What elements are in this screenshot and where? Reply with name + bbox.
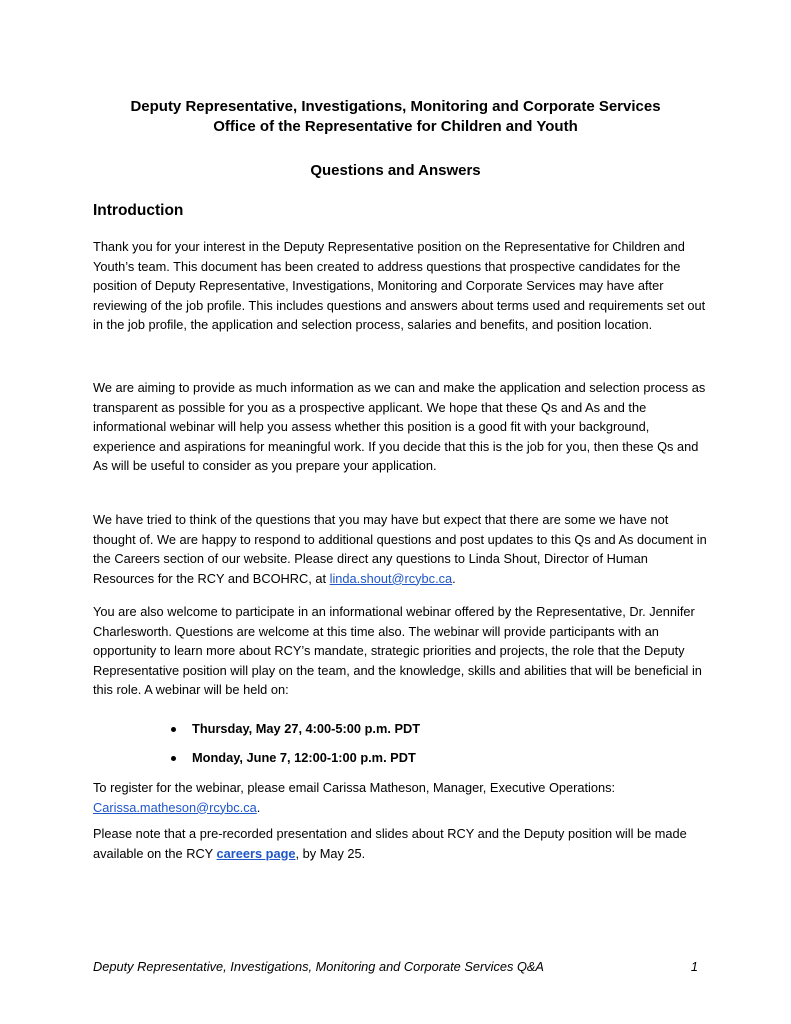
paragraph-contact — [93, 510, 708, 588]
careers-page-link[interactable]: careers page — [216, 845, 296, 861]
document-title: Deputy Representative, Investigations, Monitoring and Corporate Services — [130, 98, 661, 115]
paragraph-webinar: You are also welcome to participate in an informational webinar offered by the Representative, Dr. Jennifer Charlesworth. Questions are welcome at this time also. The webinar will provide participants with an opportunity to learn more about RCY’s mandate, strategic priorities and projects, the role that the Deputy Representative position will play on the team, and the knowledge, skills and abilities that will be beneficial in this role. A webinar will be held on: — [93, 604, 702, 697]
list-item: Monday, June 7, 12:00-1:00 p.m. PDT — [168, 748, 420, 768]
paragraph-presentation-end: , by May 25. — [295, 845, 366, 861]
page-footer — [93, 958, 698, 976]
email-link-carissa[interactable]: Carissa.matheson@rcybc.ca — [93, 799, 257, 815]
paragraph-presentation — [93, 824, 708, 863]
footer-text: Deputy Representative, Investigations, Monitoring and Corporate Services Q&A — [93, 959, 544, 974]
paragraph-register-text: To register for the webinar, please email Carissa Matheson, Manager, Executive Operations: — [93, 780, 616, 795]
document-section-title: Questions and Answers — [310, 162, 481, 179]
paragraph-intro: Thank you for your interest in the Deputy Representative position on the Representative for Children and Youth’s team. This document has been created to address questions that prospective candidates for the position of Deputy Representative, Investigations, Monitoring and Corporate Services may have after reviewing of the job profile. This includes questions and answers about terms used and requirements set out in the job profile, the application and selection process, salaries and benefits, and position location. — [93, 239, 706, 332]
paragraph-register-end: . — [256, 799, 261, 815]
email-link-linda[interactable]: linda.shout@rcybc.ca — [329, 570, 453, 586]
paragraph-contact-end: . — [452, 570, 456, 586]
paragraph-presentation-text: Please note that a pre-recorded presentation and slides about RCY and the Deputy position will be made available on the RCY — [93, 826, 687, 861]
list-item: Thursday, May 27, 4:00-5:00 p.m. PDT — [168, 719, 420, 739]
document-subtitle: Office of the Representative for Children and Youth — [213, 118, 578, 135]
paragraph-contact-text: We have tried to think of the questions that you may have but expect that there are some we have not thought of. We are happy to respond to additional questions and post updates to this Qs and As document in the Careers section of our website. Please direct any questions to Linda Shout, Director of Human Resources for the RCY and BCOHRC, at — [93, 512, 707, 586]
introduction-heading: Introduction — [93, 202, 184, 219]
paragraph-aims: We are aiming to provide as much information as we can and make the application and selection process as transparent as possible for you as a prospective applicant. We hope that these Qs and As and the informational webinar will help you assess whether this position is a good fit with your background, experience and aspirations for meaningful work. If you decide that this is the job for you, then these Qs and As will be useful to consider as you prepare your application. — [93, 380, 706, 473]
paragraph-register — [93, 778, 708, 817]
webinar-dates-list — [168, 719, 420, 777]
page-number: 1 — [690, 959, 698, 974]
